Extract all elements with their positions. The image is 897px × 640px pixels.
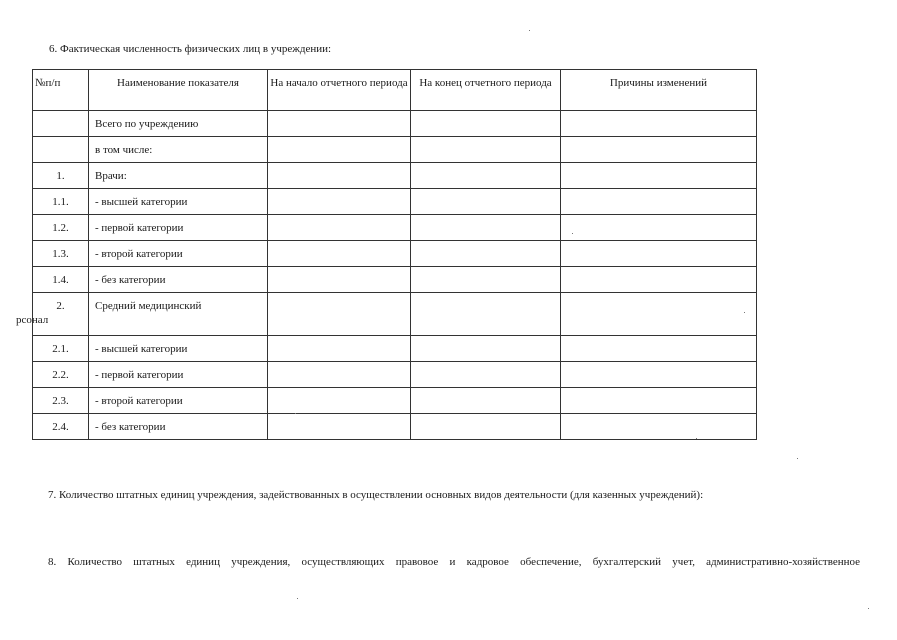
table-row [33, 267, 757, 293]
cell-period-end [411, 215, 561, 241]
row-name: - без категории [89, 414, 268, 440]
cell-change-reasons [561, 111, 757, 137]
table-row [33, 362, 757, 388]
cell-change-reasons [561, 215, 757, 241]
cell-period-end [411, 414, 561, 440]
table-row [33, 293, 757, 336]
cell-period-end [411, 388, 561, 414]
cell-period-start [268, 362, 411, 388]
row-name: Врачи: [89, 163, 268, 189]
cell-period-end [411, 241, 561, 267]
table-row [33, 137, 757, 163]
cell-period-start [268, 163, 411, 189]
row-number: 1.1. [33, 189, 89, 215]
cell-change-reasons [561, 362, 757, 388]
row-name: Всего по учреждению [89, 111, 268, 137]
cell-period-end [411, 336, 561, 362]
cell-period-end [411, 163, 561, 189]
cell-change-reasons [561, 137, 757, 163]
row-name: - первой категории [89, 215, 268, 241]
cell-period-end [411, 293, 561, 336]
cell-period-start [268, 137, 411, 163]
table-header-row [33, 70, 757, 111]
table-row [33, 163, 757, 189]
cell-period-start [268, 336, 411, 362]
row-name: - без категории [89, 267, 268, 293]
table-row [33, 189, 757, 215]
cell-period-start [268, 215, 411, 241]
header-indicator-name: Наименование показателя [89, 70, 268, 111]
row-number: 1. [33, 163, 89, 189]
cell-period-start [268, 267, 411, 293]
table-row [33, 241, 757, 267]
row-number: 2.1. [33, 336, 89, 362]
row-number: 2. [33, 293, 89, 336]
row-name-line2: рсонал [16, 314, 49, 326]
row-name [16, 293, 268, 336]
cell-period-start [268, 414, 411, 440]
scan-speck [868, 608, 869, 609]
table-row [33, 388, 757, 414]
row-number [33, 111, 89, 137]
row-name: - первой категории [89, 362, 268, 388]
row-number [33, 137, 89, 163]
cell-period-end [411, 137, 561, 163]
row-number: 1.3. [33, 241, 89, 267]
header-change-reasons: Причины изменений [561, 70, 757, 111]
table-row [33, 215, 757, 241]
section-7-text: 7. Количество штатных единиц учреждения, задействованных в осуществлении основных видов деятельности (для казенных учреждений): [48, 489, 704, 501]
row-number: 2.4. [33, 414, 89, 440]
cell-period-start [268, 189, 411, 215]
staff-count-table [16, 69, 757, 440]
cell-period-start [268, 388, 411, 414]
section-6-heading: 6. Фактическая численность физических лиц в учреждении: [49, 43, 332, 55]
cell-change-reasons [561, 388, 757, 414]
table-row [33, 414, 757, 440]
cell-change-reasons [561, 267, 757, 293]
table-row [33, 336, 757, 362]
row-number: 2.3. [33, 388, 89, 414]
row-name: - высшей категории [89, 189, 268, 215]
cell-period-end [411, 189, 561, 215]
row-number: 1.4. [33, 267, 89, 293]
cell-period-end [411, 111, 561, 137]
cell-change-reasons [561, 241, 757, 267]
scan-speck [297, 598, 298, 599]
scan-speck [797, 458, 798, 459]
cell-period-end [411, 362, 561, 388]
cell-change-reasons [561, 414, 757, 440]
cell-change-reasons [561, 336, 757, 362]
row-name: - второй категории [89, 241, 268, 267]
scan-speck [295, 413, 296, 414]
cell-period-end [411, 267, 561, 293]
section-8-text: 8. Количество штатных единиц учреждения, осуществляющих правовое и кадровое обеспечение, бухгалтерский учет, административно-хозяйственное [48, 556, 860, 568]
scan-speck [744, 312, 745, 313]
row-name: в том числе: [89, 137, 268, 163]
cell-period-start [268, 293, 411, 336]
row-name: - второй категории [89, 388, 268, 414]
cell-change-reasons [561, 293, 757, 336]
scan-speck [529, 30, 530, 31]
row-number: 1.2. [33, 215, 89, 241]
cell-change-reasons [561, 189, 757, 215]
row-name: - высшей категории [89, 336, 268, 362]
cell-change-reasons [561, 163, 757, 189]
scan-speck [572, 233, 573, 234]
header-number: №п/п [33, 70, 89, 111]
cell-period-start [268, 241, 411, 267]
row-name-line1: Средний медицинский [95, 300, 202, 312]
cell-period-start [268, 111, 411, 137]
row-number: 2.2. [33, 362, 89, 388]
header-period-start: На начало отчетного периода [268, 70, 411, 111]
header-period-end: На конец отчетного периода [411, 70, 561, 111]
table-row [33, 111, 757, 137]
scan-speck [696, 438, 697, 439]
